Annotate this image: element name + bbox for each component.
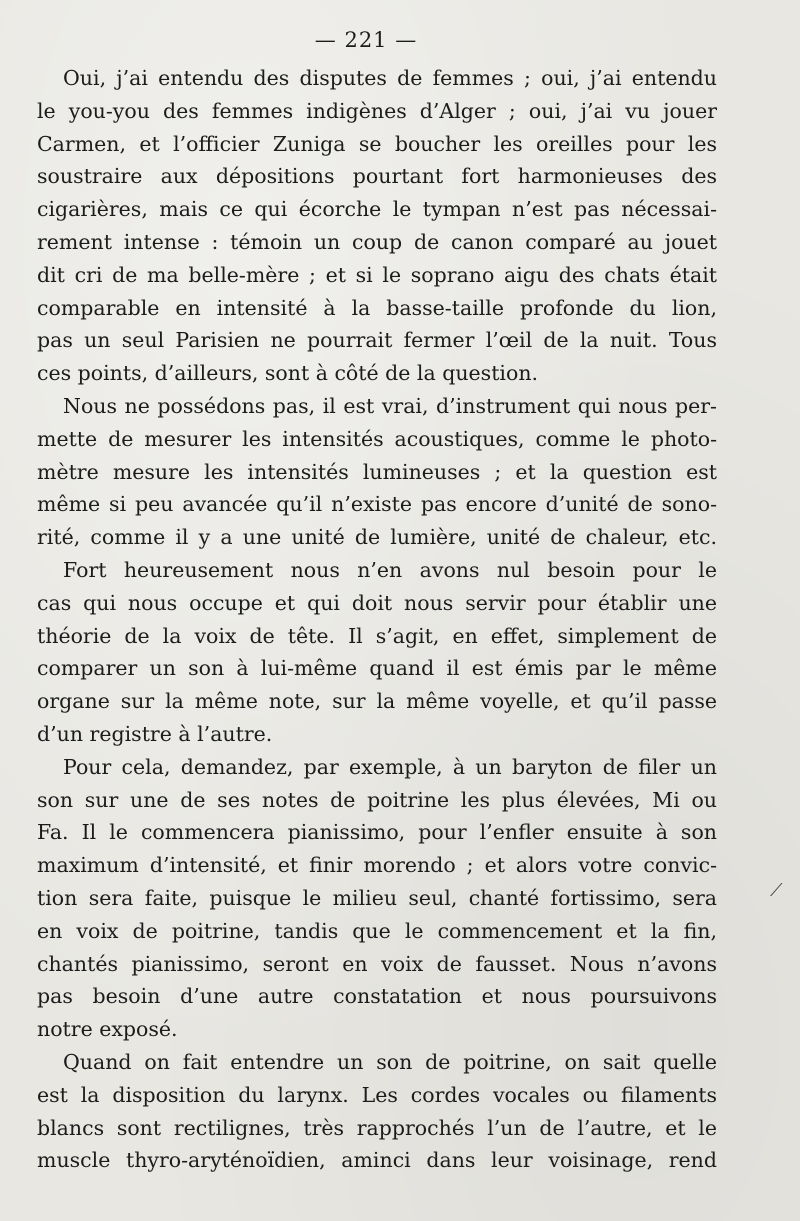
paragraph-3 [37,554,717,751]
text-line: même si peu avancée qu’il n’existe pas encore d’unité de sono- [37,492,717,517]
text-line: Fort heureusement nous n’en avons nul besoin pour le [63,557,717,582]
text-line: ces points, d’ailleurs, sont à côté de la question. [37,361,539,386]
body-text [37,62,717,1177]
text-line: d’un registre à l’autre. [37,721,273,746]
text-line: mètre mesure les intensités lumineuses ; et la question est [37,459,717,484]
text-line: rité, comme il y a une unité de lumière, unité de chaleur, etc. [37,525,717,550]
text-line: en voix de poitrine, tandis que le commencement et la fin, [37,918,717,943]
text-line: pas besoin d’une autre constatation et nous poursuivons [37,984,717,1009]
text-line: soustraire aux dépositions pourtant fort harmonieuses des [37,164,717,189]
text-line: théorie de la voix de tête. Il s’agit, en effet, simplement de [37,623,717,648]
text-line: Oui, j’ai entendu des disputes de femmes ; oui, j’ai entendu [63,66,717,90]
text-line: rement intense : témoin un coup de canon comparé au jouet [37,229,717,254]
paragraph-5 [37,1046,717,1177]
text-line: est la disposition du larynx. Les cordes vocales ou filaments [37,1082,717,1107]
text-line: Pour cela, demandez, par exemple, à un baryton de filer un [63,754,717,779]
text-line: organe sur la même note, sur la même voyelle, et qu’il passe [37,689,717,714]
paragraph-4 [37,751,717,1046]
text-line: le you-you des femmes indigènes d’Alger ; oui, j’ai vu jouer [37,98,717,123]
margin-mark: ⟋ [770,880,783,901]
paragraph-1 [37,62,717,390]
text-line: comparer un son à lui-même quand il est émis par le même [37,656,717,681]
text-line: Carmen, et l’officier Zuniga se boucher les oreilles pour les [37,131,717,156]
text-line: Fa. Il le commencera pianissimo, pour l’enfler ensuite à son [37,820,717,845]
text-line: muscle thyro-aryténoïdien, aminci dans leur voisinage, rend [37,1148,717,1173]
text-line: chantés pianissimo, seront en voix de fausset. Nous n’avons [37,951,717,976]
text-line: blancs sont rectilignes, très rapprochés l’un de l’autre, et le [37,1115,717,1140]
paragraph-2 [37,390,717,554]
text-line: cigarières, mais ce qui écorche le tympan n’est pas nécessai- [37,197,717,222]
text-line: tion sera faite, puisque le milieu seul, chanté fortissimo, sera [37,885,717,910]
text-line: pas un seul Parisien ne pourrait fermer l’œil de la nuit. Tous [37,328,717,353]
text-line: cas qui nous occupe et qui doit nous servir pour établir une [37,590,717,615]
page-number: — 221 — [314,28,418,52]
text-line: Nous ne possédons pas, il est vrai, d’instrument qui nous per- [63,393,717,418]
text-line: mette de mesurer les intensités acoustiques, comme le photo- [37,426,717,451]
text-line: son sur une de ses notes de poitrine les plus élevées, Mi ou [37,787,717,812]
text-line: Quand on fait entendre un son de poitrine, on sait quelle [63,1049,717,1074]
text-line: notre exposé. [37,1017,178,1042]
text-line: dit cri de ma belle-mère ; et si le soprano aigu des chats était [37,262,717,287]
text-line: maximum d’intensité, et finir morendo ; et alors votre convic- [37,853,717,878]
text-line: comparable en intensité à la basse-taille profonde du lion, [37,295,717,320]
